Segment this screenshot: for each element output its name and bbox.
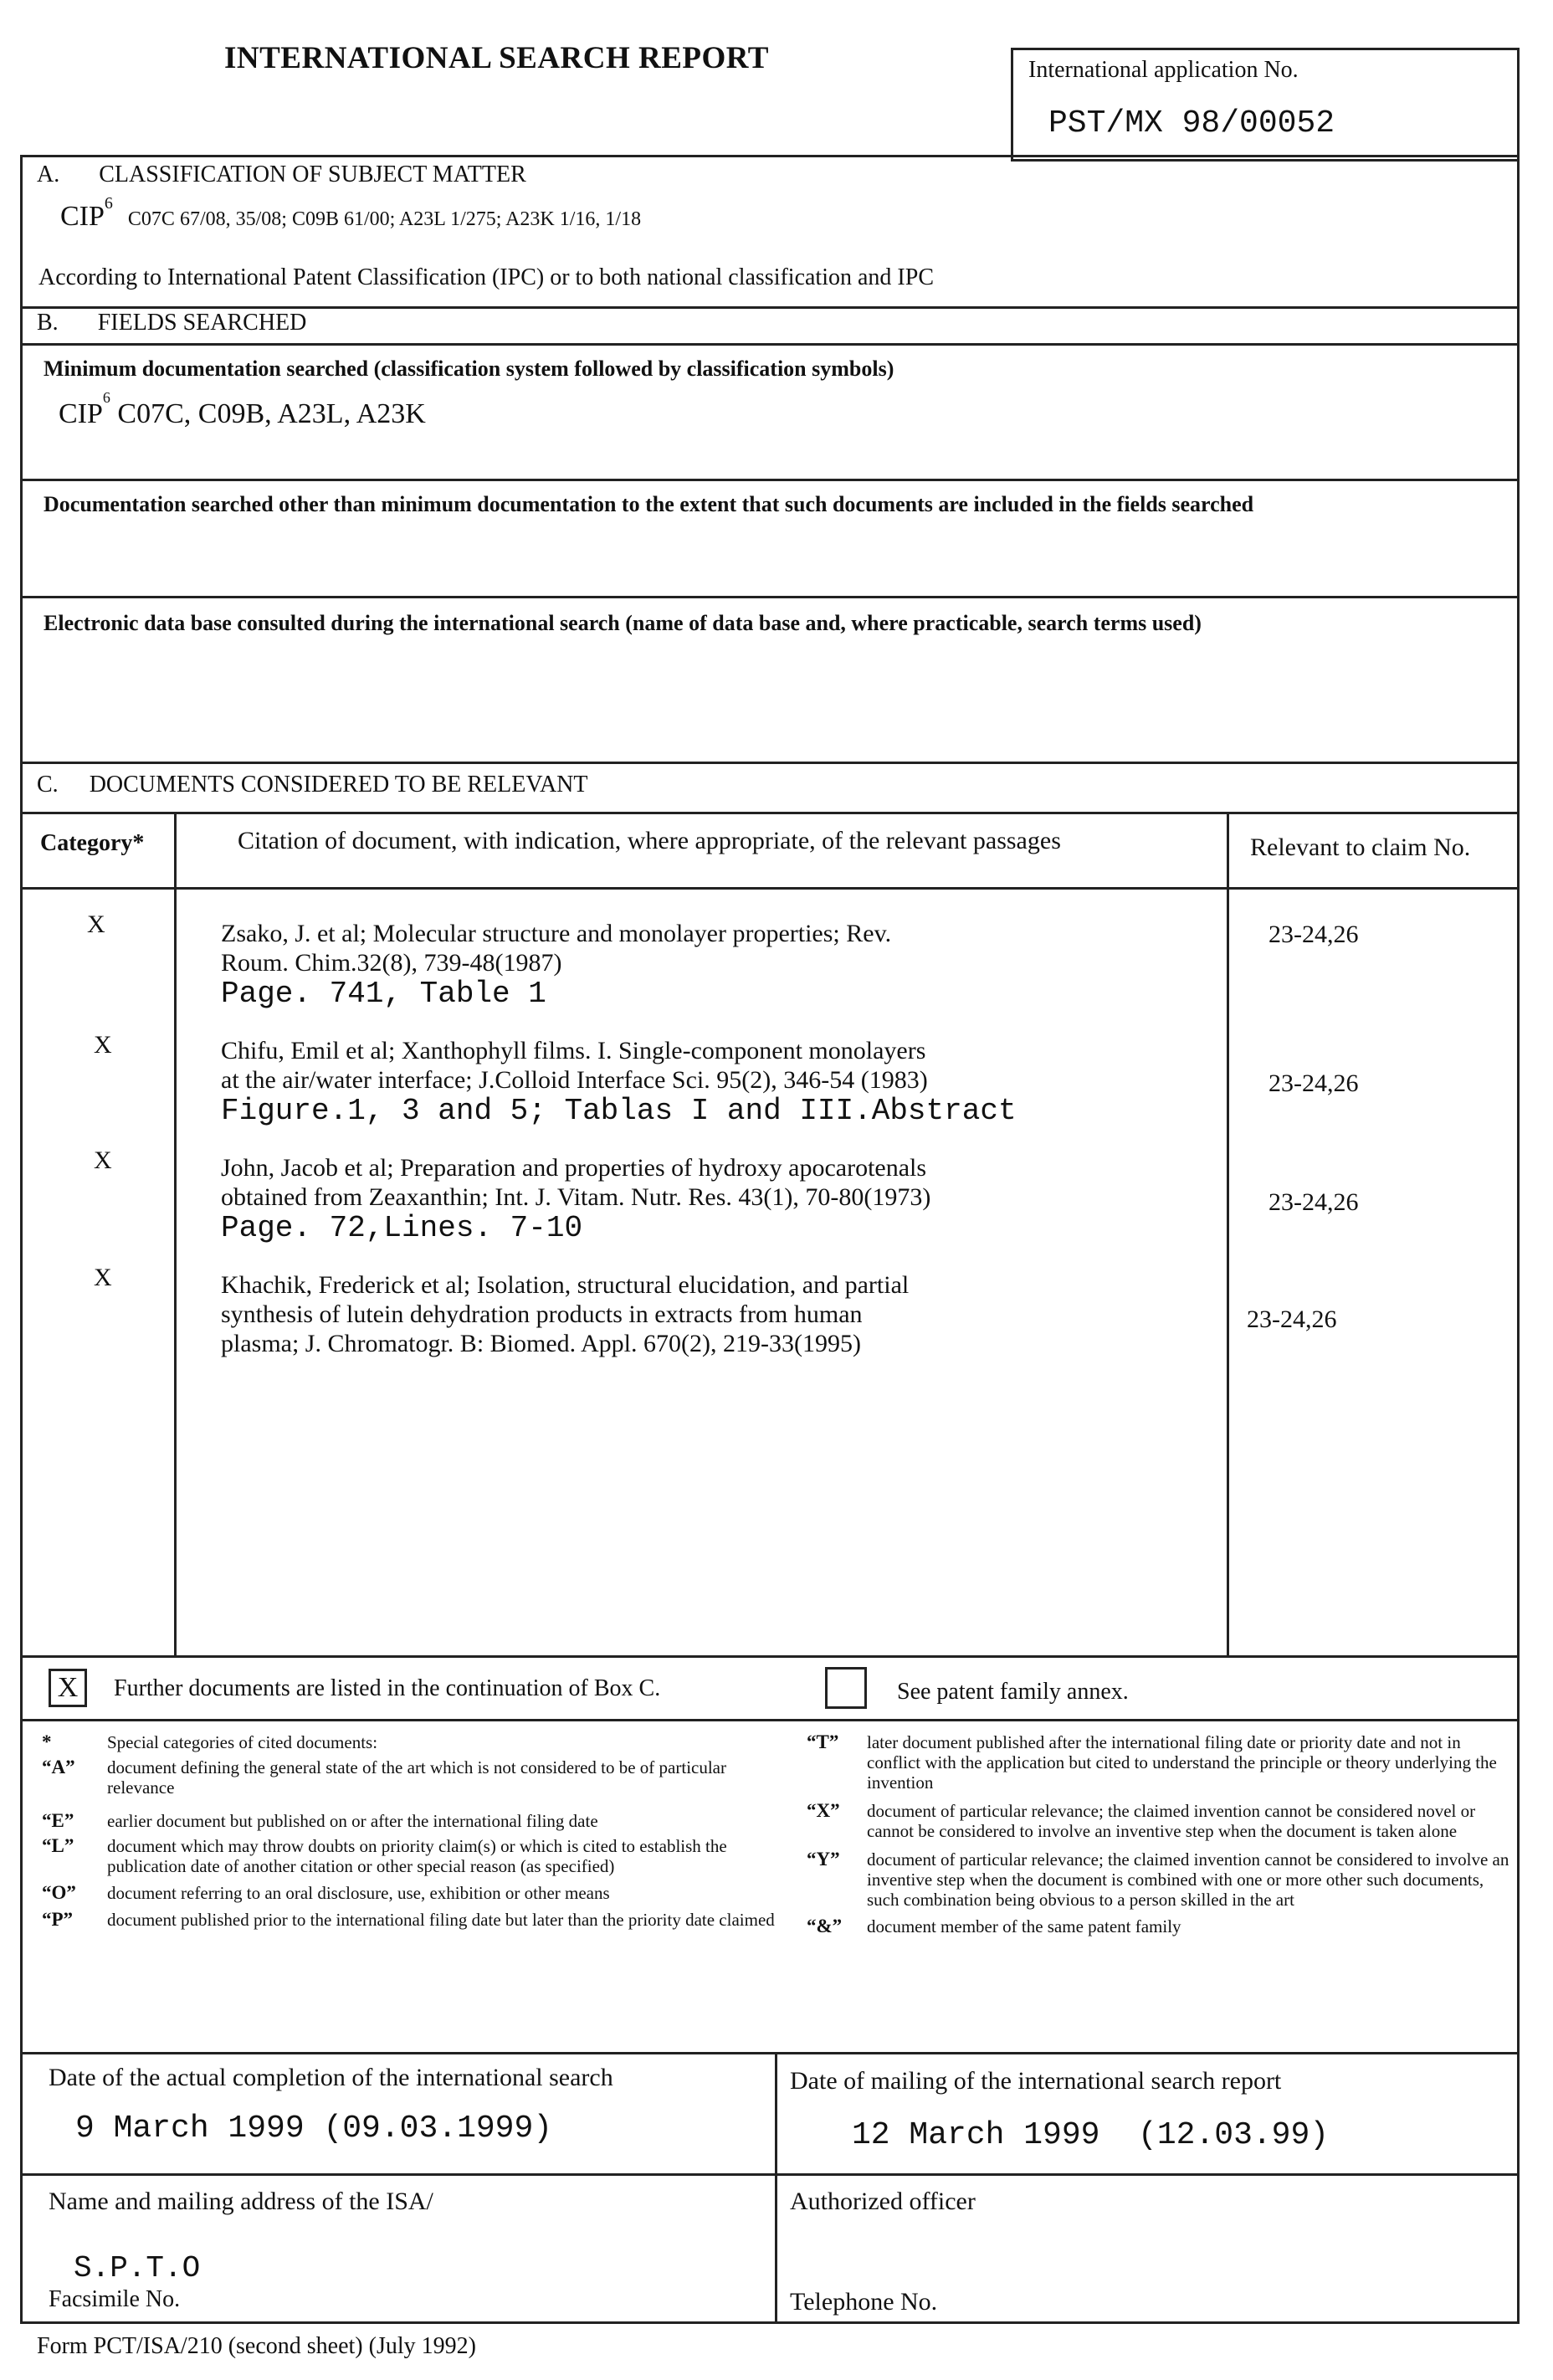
section-c-heading: [37, 772, 588, 798]
min-doc-label: Minimum documentation searched (classification system followed by classification symbols): [44, 356, 894, 382]
cip-superscript: 6: [103, 389, 110, 406]
application-number-value: PST/MX 98/00052: [1048, 105, 1335, 141]
legend-text: document member of the same patent family: [867, 1916, 1509, 1936]
table-row-citation: [221, 919, 891, 1011]
legend-right: [807, 1732, 1509, 1936]
legend-code: “Y”: [807, 1849, 848, 1910]
citation-line: plasma; J. Chromatogr. B: Biomed. Appl. 670(2), 219-33(1995): [221, 1329, 909, 1358]
application-number-box: [1011, 48, 1520, 162]
divider: [20, 596, 1520, 598]
divider: [20, 343, 1520, 346]
legend-code: “X”: [807, 1801, 848, 1841]
divider: [20, 306, 1520, 309]
isa-address-value: S.P.T.O: [74, 2251, 200, 2285]
citation-passage: Page. 72,Lines. 7-10: [221, 1212, 930, 1245]
electronic-db-label: Electronic data base consulted during the international search (name of data base and, where practicable, search terms used): [44, 611, 1202, 636]
mailing-date-value: 12 March 1999 (12.03.99): [852, 2117, 1329, 2153]
citation-line: synthesis of lutein dehydration products in extracts from human: [221, 1300, 909, 1329]
column-divider: [174, 812, 177, 1655]
legend-code: “E”: [42, 1811, 84, 1831]
section-c-letter: C.: [37, 772, 59, 798]
cip-prefix: CIP: [59, 398, 103, 429]
telephone-label: Telephone No.: [790, 2288, 937, 2316]
legend-item: [807, 1916, 1509, 1936]
table-bottom-divider: [20, 1655, 1520, 1658]
mailing-date-label: Date of mailing of the international search report: [790, 2067, 1281, 2095]
facsimile-label: Facsimile No.: [49, 2286, 180, 2313]
cip-classes: C07C 67/08, 35/08; C09B 61/00; A23L 1/275; A23K 1/16, 1/18: [128, 208, 641, 230]
legend-item: [42, 1836, 775, 1876]
column-header-citation: Citation of document, with indication, where appropriate, of the relevant passages: [238, 827, 1061, 855]
table-row-citation: [221, 1270, 909, 1358]
legend-item: [42, 1883, 775, 1903]
citation-line: Khachik, Frederick et al; Isolation, structural elucidation, and partial: [221, 1270, 909, 1300]
section-a-heading: [37, 162, 526, 188]
authorized-officer-label: Authorized officer: [790, 2188, 976, 2216]
citation-line: at the air/water interface; J.Colloid Interface Sci. 95(2), 346-54 (1983): [221, 1065, 1017, 1095]
divider: [20, 2052, 1520, 2054]
table-row-claims: 23-24,26: [1269, 1069, 1359, 1098]
table-row-citation: [221, 1153, 930, 1245]
legend-item: [807, 1801, 1509, 1841]
legend-text: document referring to an oral disclosure, use, exhibition or other means: [107, 1883, 775, 1903]
legend-code: “P”: [42, 1910, 84, 1930]
citation-passage: Page. 741, Table 1: [221, 977, 891, 1011]
divider: [20, 762, 1520, 764]
legend-text: document of particular relevance; the claimed invention cannot be considered novel or cannot be considered to involve an inventive step when the document is taken alone: [867, 1801, 1509, 1841]
legend-text: document defining the general state of the art which is not considered to be of particular relevance: [107, 1757, 775, 1798]
column-header-relevant: Relevant to claim No.: [1250, 834, 1470, 862]
legend-code: “&”: [807, 1916, 848, 1936]
citation-line: John, Jacob et al; Preparation and properties of hydroxy apocarotenals: [221, 1153, 930, 1182]
legend-item: [42, 1811, 775, 1831]
table-row-category: X: [94, 1146, 112, 1175]
legend-text: document of particular relevance; the claimed invention cannot be considered to involve an inventive step when the document is combined with one or more other such documents, such combination being obvious to a person skilled in the art: [867, 1849, 1509, 1910]
legend-left: [42, 1732, 775, 1930]
patent-family-label: See patent family annex.: [897, 1679, 1129, 1705]
min-doc-value: [59, 398, 426, 430]
column-header-category: Category*: [40, 830, 144, 857]
legend-text: document which may throw doubts on priority claim(s) or which is cited to establish the publication date of another citation or other special reason (as specified): [107, 1836, 775, 1876]
legend-code: “L”: [42, 1836, 84, 1876]
section-b-letter: B.: [37, 310, 59, 336]
legend-intro: [42, 1732, 775, 1752]
citation-line: Roum. Chim.32(8), 739-48(1987): [221, 948, 891, 977]
table-row-category: X: [94, 1031, 112, 1059]
section-a-classes: [60, 201, 641, 233]
citation-line: Zsako, J. et al; Molecular structure and monolayer properties; Rev.: [221, 919, 891, 948]
cip-superscript: 6: [105, 194, 113, 213]
section-c-title: DOCUMENTS CONSIDERED TO BE RELEVANT: [90, 772, 588, 798]
citation-passage: Figure.1, 3 and 5; Tablas I and III.Abstract: [221, 1095, 1017, 1128]
min-doc-symbols: C07C, C09B, A23L, A23K: [117, 398, 425, 429]
ipc-note: According to International Patent Classification (IPC) or to both national classification and IPC: [38, 264, 934, 291]
application-number-label: International application No.: [1028, 57, 1299, 84]
legend-code: “O”: [42, 1883, 84, 1903]
divider: [20, 812, 1520, 814]
legend-text: document published prior to the international filing date but later than the priority date claimed: [107, 1910, 775, 1930]
divider: [20, 1719, 1520, 1721]
table-row-claims: 23-24,26: [1247, 1305, 1337, 1334]
table-row-citation: [221, 1036, 1017, 1128]
legend-text: later document published after the international filing date or priority date and not in conflict with the application but cited to understand the principle or theory underlying the invention: [867, 1732, 1509, 1793]
legend-item: [807, 1732, 1509, 1793]
legend-item: [42, 1910, 775, 1930]
table-row-claims: 23-24,26: [1269, 1188, 1359, 1217]
footer-column-divider: [775, 2052, 777, 2324]
divider: [20, 2173, 1520, 2176]
form-identifier: Form PCT/ISA/210 (second sheet) (July 1992): [37, 2333, 476, 2360]
isa-address-label: Name and mailing address of the ISA/: [49, 2188, 433, 2216]
further-documents-label: Further documents are listed in the continuation of Box C.: [114, 1675, 660, 1702]
column-divider: [1227, 812, 1229, 1655]
further-documents-checkbox[interactable]: X: [49, 1669, 87, 1707]
table-row-category: X: [87, 910, 105, 939]
section-b-heading: [37, 310, 306, 336]
legend-code: “A”: [42, 1757, 84, 1798]
legend-item: [42, 1757, 775, 1798]
table-row-category: X: [94, 1264, 112, 1292]
legend-code: “T”: [807, 1732, 848, 1793]
legend-text: earlier document but published on or after the international filing date: [107, 1811, 775, 1831]
section-b-title: FIELDS SEARCHED: [98, 310, 307, 336]
table-row-claims: 23-24,26: [1269, 921, 1359, 949]
patent-family-checkbox[interactable]: [825, 1667, 867, 1709]
cip-prefix: CIP: [60, 201, 105, 232]
citation-line: obtained from Zeaxanthin; Int. J. Vitam. Nutr. Res. 43(1), 70-80(1973): [221, 1182, 930, 1212]
legend-text: Special categories of cited documents:: [107, 1732, 377, 1752]
report-title: INTERNATIONAL SEARCH REPORT: [224, 40, 769, 76]
completion-date-value: 9 March 1999 (09.03.1999): [75, 2111, 552, 2147]
divider: [20, 479, 1520, 481]
completion-date-label: Date of the actual completion of the international search: [49, 2064, 613, 2092]
other-doc-label: Documentation searched other than minimum documentation to the extent that such documents are included in the fields searched: [44, 492, 1253, 517]
legend-item: [807, 1849, 1509, 1910]
table-header-divider: [20, 887, 1520, 890]
section-a-title: CLASSIFICATION OF SUBJECT MATTER: [99, 162, 526, 187]
section-a-letter: A.: [37, 162, 59, 187]
citation-line: Chifu, Emil et al; Xanthophyll films. I. Single-component monolayers: [221, 1036, 1017, 1065]
legend-code: *: [42, 1732, 84, 1752]
